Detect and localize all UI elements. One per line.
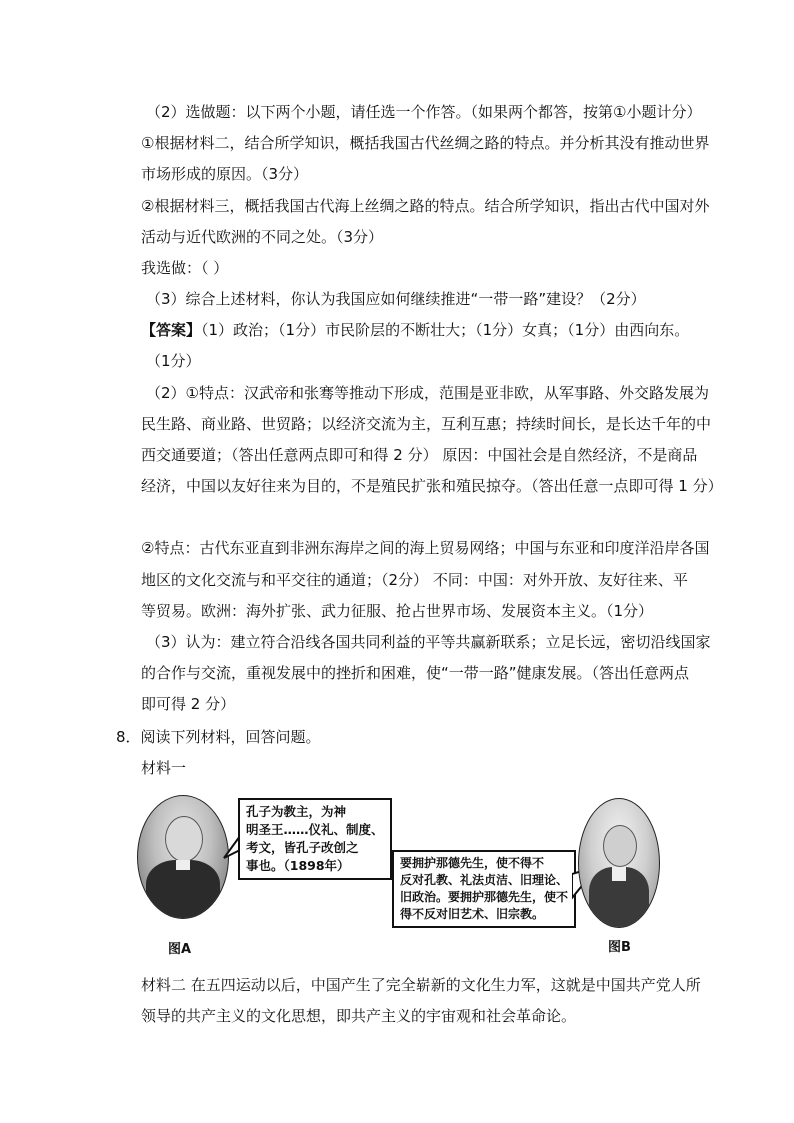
answer-2-line-3: 西交通要道；（答出任意两点即可和得 2 分） 原因：中国社会是自然经济，不是商品 [141,446,698,464]
question-2-title: （2）选做题：以下两个小题，请任选一个作答。（如果两个都答，按第①小题计分） [146,103,702,121]
bubble-a-line: 孔子为教主，为神 [246,804,347,819]
option-2-line-2: 活动与近代欧洲的不同之处。（3分） [141,228,384,246]
question-8-number: 8． [116,728,141,746]
choice-line: 我选做：（ ） [141,259,229,277]
figure-a-label: 图A [168,942,192,957]
answer-4-line-3: 即可得 2 分） [141,695,236,713]
answer-3-line-2: 地区的文化交流与和平交往的通道；（2分） 不同：中国：对外开放、友好往来、平 [141,571,688,589]
answer-line-2: （1分） [146,352,201,370]
bubble-b-line: 反对孔教、礼法贞洁、旧理论、 [400,873,569,887]
figure-b-label: 图B [608,940,631,955]
material-2-line-1: 材料二 在五四运动以后，中国产生了完全崭新的文化生力军，这就是中国共产党人所 [141,976,701,994]
bubble-a-line: 事也。（1898年） [246,858,350,873]
answer-2-line-4: 经济，中国以友好往来为目的，不是殖民扩张和殖民掠夺。（答出任意一点即可得 1 分） [141,477,723,495]
material-1-figure [130,790,670,960]
bubble-a-line: 明圣王……仪礼、制度、 [246,822,384,837]
answer-2-line-2: 民生路、商业路、世贸路；以经济交流为主，互利互惠；持续时间长，是长达千年的中 [141,415,712,433]
answer-4-line-2: 的合作与交流，重视发展中的挫折和困难，使“一带一路”健康发展。（答出任意两点 [141,664,690,682]
portrait-b [578,798,660,928]
option-2-line-1: ②根据材料三，概括我国古代海上丝绸之路的特点。结合所学知识，指出古代中国对外 [141,197,710,215]
answer-part-1: （1）政治；（1分）市民阶层的不断壮大；（1分）女真；（1分）由西向东。 [201,321,690,339]
question-3: （3）综合上述材料，你认为我国应如何继续推进“一带一路”建设？（2分） [146,290,646,308]
answer-3-line-3: 等贸易。欧洲：海外扩张、武力征服、抢占世界市场、发展资本主义。（1分） [141,602,654,620]
option-1-line-2: 市场形成的原因。（3分） [141,165,309,183]
answer-tag: 【答案】 [141,321,202,339]
bubble-a-line: 考文，皆孔子改创之 [246,840,359,855]
material-1-label: 材料一 [141,759,187,777]
answer-4-line-1: （3）认为：建立符合沿线各国共同利益的平等共赢新联系；立足长远，密切沿线国家 [146,633,711,651]
answer-3-line-1: ②特点：古代东亚直到非洲东海岸之间的海上贸易网络；中国与东亚和印度洋沿岸各国 [141,539,710,557]
question-8 [116,727,321,747]
option-1-line-1: ①根据材料二，结合所学知识，概括我国古代丝绸之路的特点。并分析其没有推动世界 [141,134,710,152]
bubble-b-line: 得不反对旧艺术、旧宗教。 [400,907,545,921]
answer-line-1 [141,320,689,340]
answer-2-line-1: （2）①特点：汉武帝和张骞等推动下形成，范围是亚非欧，从军事路、外交路发展为 [146,384,709,402]
speech-bubble-a [238,798,392,880]
question-8-title: 阅读下列材料，回答问题。 [140,728,321,746]
speech-bubble-b [392,850,576,928]
bubble-b-line: 要拥护那德先生，使不得不 [400,856,545,870]
portrait-a [137,795,229,919]
bubble-b-line: 旧政治。要拥护那德先生，使不 [400,890,569,904]
material-2-line-2: 领导的共产主义的文化思想，即共产主义的宇宙观和社会革命论。 [141,1007,577,1025]
